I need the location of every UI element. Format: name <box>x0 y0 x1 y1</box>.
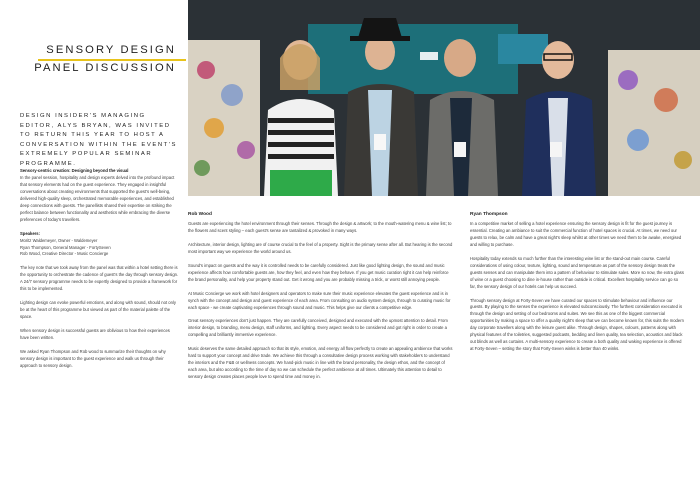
mid-paragraph-2: Architecture, interior design, lighting are of course crucial to the feel of a property. Sight is the primary sense after all. But hearing is the second most important way we experience the world around us. <box>188 241 453 254</box>
title-accent-rule <box>38 59 186 61</box>
mid-paragraph-5: Great sensory experiences don't just happen. They are carefully conceived, designed and executed with the upmost attention to detail. From interior design, to branding, menu design, staff uniforms, and lighting. Every aspect needs to be considered and got right in order to create a compelling and brilliantly immersive experience. <box>188 318 448 338</box>
speakers-heading: Speakers: <box>20 230 41 236</box>
intro-paragraph: DESIGN INSIDER'S MANAGING EDITOR, ALYS BRYAN, WAS INVITED TO RETURN THIS YEAR TO HOST A CONVERSATION WITHIN THE EVENT'S EXTREMELY POPULAR SEMINAR PROGRAMME. <box>20 113 177 167</box>
mid-paragraph-4: At Music Concierge we work with hotel designers and operators to make sure their music experience elevates the guest experience and is in synch with the concept and design and guest experience of each area. From consulting on audio system design, through to curating music for each space - we create captivating experiences through sound and music. This helps give our clients a competitive edge. <box>188 290 451 310</box>
middle-column <box>188 212 454 388</box>
left-subhead: Sensory-centric creation: Designing beyond the visual <box>20 168 129 173</box>
right-paragraph-2: Hospitality today extends so much further than the interesting wine list or the stand-out main course. Careful considerations of using colour, texture, lighting, sound and temperature as part of the sensory design treats the guests senses and can manipulate them into a pattern of behaviour to stimulate sales. More so now, the extra glass of wine or a guest choosing to dine in-house rather than outside is critical. Excellent hospitality service can go so far, the sensory design of our hotels can help us succeed. <box>470 255 684 289</box>
left-column <box>20 168 180 377</box>
ryan-thompson-heading: Ryan Thompson <box>470 212 508 217</box>
right-column <box>470 212 684 360</box>
right-paragraph-1: In a competitive market of selling a hotel experience ensuring the sensory design is fit for the guest journey is essential. Creating an ambiance to suit the commercial function of hotel spaces is crucial. At times, we need our guests to relax, be calm and have a great night's sleep whilst at other times we need them to be awake, energised and willing to purchase. <box>470 220 682 247</box>
rob-wood-heading: Rob Wood <box>188 212 212 217</box>
left-paragraph-2: The key note that we took away from the panel was that within a hotel setting there is the opportunity to orchestrate the cadence of guest's the day through sensory design. A 24/7 sensory programme needs to be expertly designed to provide a framework for this to be implemented. <box>20 265 179 292</box>
speaker-2: Ryan Thompson, General Manager - FortySeven <box>20 244 111 250</box>
mid-paragraph-6: Music deserves the same detailed approach so that its style, emotion, and energy all flow perfectly to create an appealing ambience that works hard to support your concept and drive trade. We achieve this through a consultative design process working with stakeholders to understand the interiors and the F&B or wellness concepts. We hand-pick music in line with the brand personality, the design ethos, and the concept of each area, but also according to the time of day so we can schedule the perfect ambience at all times. Ultimately this attention to detail to sensory design creates places people love to spend time and money in. <box>188 346 453 380</box>
panel-photo <box>188 0 700 196</box>
right-paragraph-3: Through sensory design at Forty-Seven we have curated our spaces to stimulate behaviour and influence our guests. By playing to the senses the experience is elevated subconsciously. The furthest consideration executed is through the design and setting of our bedrooms and suites. We see this as one of the biggest commercial opportunities by making a space to offer a quality night's sleep that we can become known for, this suits the modern day corporate travellers along with the leisure guest alike. Through design, shapes, colours, patterns along with physical features of the toiletries, suggested podcasts, bedding and linen quality, tea selection, acoustics and black out blinds as well as curtains. A multi-sensory experience to create a both quality and waking experience is offered at Forty-Seven – setting the story that Forty-Seven winks is better than 40 winks. <box>470 297 684 352</box>
speaker-1: Moritz Waldemeyer, Owner - Waldemeyer <box>20 237 98 243</box>
left-paragraph-5: We asked Ryan Thompson and Rob wood to summarize their thoughts on why sensory design is important to the guest experience and walk us through their approach to sensory design. <box>20 349 166 368</box>
left-paragraph-3: Lighting design can evoke powerful emotions, and along with sound, should not only be at the heart of this programme but viewed as part of the material palette of the space. <box>20 300 176 320</box>
left-paragraph-4: When sensory design is successful guests are oblivious to how their experiences have been written. <box>20 328 170 341</box>
title-line-2: PANEL DISCUSSION <box>34 62 176 74</box>
speaker-3: Rob Wood, Creative Director - Music Concierge <box>20 251 109 257</box>
title-line-1: SENSORY DESIGN <box>46 44 176 56</box>
left-paragraph-1: In the panel session, hospitality and design experts delved into the profound impact that sensory elements had on the guest experience. They engaged in insightful conversations about creating environments that supported the guest's well-being, delivered high-quality sleep, orchestrated memorable experiences, and established deep connections with guests. The panellists shared their expertise on striking the perfect balance between functionality and aesthetics while embracing the diverse preferences of today's travellers. <box>20 174 175 222</box>
panel-photo-illustration <box>188 0 700 196</box>
mid-paragraph-1: Guests are experiencing the hotel environment through their senses. Through the design & artwork; to the mouth-watering menu & wine list; to the flowers and scent styling – each guest's sense are tantalized & provoked in many ways. <box>188 220 452 233</box>
mid-paragraph-3: Sound's impact on guests and the way it is controlled needs to be carefully considered. Just like good lighting design, the sound and music experience affects how comfortable guests are, how they feel, and even how they behave. If you get music curation right it can help reinforce the brand personality, and help your property stand out. Get it wrong and you are probably missing a trick, or worst still annoying people. <box>188 262 449 282</box>
